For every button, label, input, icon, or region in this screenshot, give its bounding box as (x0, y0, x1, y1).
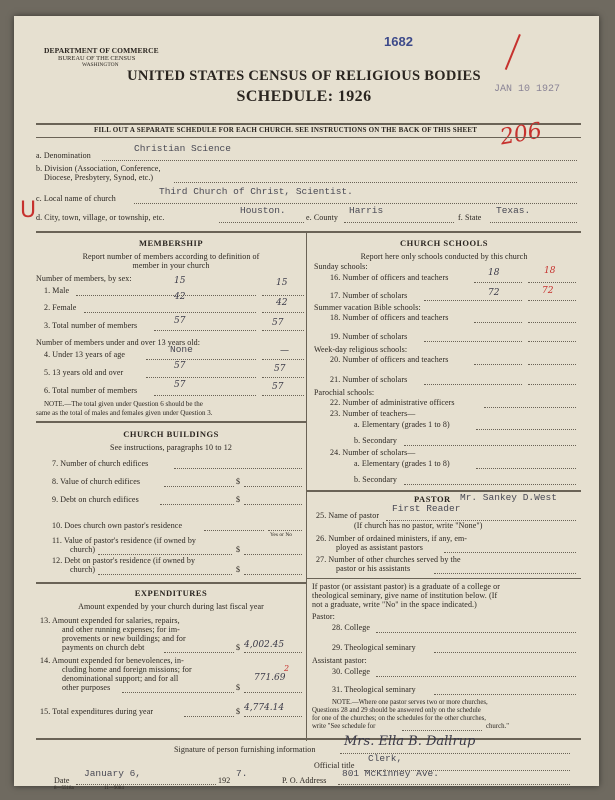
po-address-value: 801 McKinney Ave. (342, 768, 439, 779)
q18-label: 18. Number of officers and teachers (330, 313, 449, 322)
denomination-label: a. Denomination (36, 151, 91, 160)
q10-label: 10. Does church own pastor's residence (52, 521, 183, 530)
year-label: 192 (218, 776, 231, 785)
membership-note-2: same as the total of males and females given under Question 3. (36, 409, 213, 417)
q11-label-1: 11. Value of pastor's residence (if owned by (52, 536, 197, 545)
instruction-line: FILL OUT A SEPARATE SCHEDULE FOR EACH CHURCH. SEE INSTRUCTIONS ON THE BACK OF THIS SHEET (94, 126, 478, 134)
weekday-schools-label: Week-day religious schools: (314, 345, 408, 354)
q1-hand: 15 (276, 278, 288, 288)
q12-label-1: 12. Debt on pastor's residence (if owned by (52, 556, 196, 565)
q3-label: 3. Total number of members (44, 321, 138, 330)
q25-value: First Reader (392, 503, 461, 514)
summer-schools-label: Summer vacation Bible schools: (314, 303, 421, 312)
q26-label-1: 26. Number of ordained ministers, if any, em- (316, 534, 468, 543)
q16-hand: 18 (544, 266, 556, 276)
red-number: 206 (498, 118, 544, 151)
city-label: d. City, town, village, or township, etc. (36, 213, 165, 222)
q25-note: (If church has no pastor, write "None") (354, 521, 483, 530)
q23-label: 23. Number of teachers— (330, 409, 416, 418)
county-value: Harris (349, 205, 384, 216)
q13-value: 4,002.45 (244, 640, 285, 650)
form-title: UNITED STATES CENSUS OF RELIGIOUS BODIES (127, 68, 481, 84)
q24b-label: b. Secondary (354, 475, 397, 484)
header-rule-bottom (36, 137, 581, 138)
stamp-number: 1682 (384, 34, 413, 49)
pastor-title: PASTOR (414, 494, 451, 504)
washington-label: WASHINGTON (82, 62, 119, 68)
q30-label: 30. College (332, 667, 370, 676)
membership-title: MEMBERSHIP (138, 238, 204, 248)
state-value: Texas. (496, 205, 531, 216)
yes-no-hint: Yes or No (270, 532, 293, 538)
q16-label: 16. Number of officers and teachers (330, 273, 449, 282)
official-title-label: Official title (314, 761, 355, 770)
q31-label: 31. Theological seminary (332, 685, 416, 694)
q14-label-1: 14. Amount expended for benevolences, in- (40, 656, 184, 665)
pastor-sub-label: Pastor: (312, 612, 335, 621)
red-u-mark: U (20, 198, 37, 223)
q9-dollar: $ (236, 495, 241, 504)
members-by-sex-label: Number of members, by sex: (36, 274, 132, 283)
q14-label-3: denominational support; and for all (62, 674, 179, 683)
q13-dollar: $ (236, 643, 241, 652)
graduate-note-3: not a graduate, write "No" in the space indicated.) (312, 600, 477, 609)
q6-typed: 57 (174, 380, 186, 390)
q4-hand: — (280, 346, 289, 356)
q26-label-2: ployed as assistant pastors (336, 543, 423, 552)
q25-label: 25. Name of pastor (316, 511, 380, 520)
q11-label-2: church) (70, 545, 96, 554)
q24-label: 24. Number of scholars— (330, 448, 416, 457)
q2-hand: 42 (276, 298, 288, 308)
q15-label: 15. Total expenditures during year (40, 707, 154, 716)
signature-value: Mrs. Ella B. Dallrup (344, 734, 476, 749)
q3-typed: 57 (174, 316, 186, 326)
po-address-label: P. O. Address (282, 776, 327, 785)
schools-title: CHURCH SCHOOLS (400, 238, 488, 248)
graduate-note-2: theological seminary, give name of institution below. (If (312, 591, 498, 600)
form-subtitle: SCHEDULE: 1926 (236, 88, 372, 105)
pastor-note-3: for one of the churches; on the schedules for the other churches, (312, 715, 487, 722)
q1-typed: 15 (174, 276, 186, 286)
census-schedule-page (14, 16, 599, 791)
q13-label-3: provements or new buildings; and for (62, 634, 186, 643)
q23b-label: b. Secondary (354, 436, 397, 445)
q6-hand: 57 (272, 382, 284, 392)
q6-label: 6. Total number of members (44, 386, 138, 395)
division-label-2: Diocese, Presbytery, Synod, etc.) (44, 173, 154, 182)
q4-label: 4. Under 13 years of age (44, 350, 126, 359)
q15-dollar: $ (236, 707, 241, 716)
division-label-1: b. Division (Association, Conference, (36, 164, 161, 173)
form-code-1: 8—5518a (54, 786, 74, 791)
buildings-title: CHURCH BUILDINGS (123, 429, 219, 439)
department-label: DEPARTMENT OF COMMERCE (44, 46, 159, 55)
denomination-value: Christian Science (134, 143, 231, 154)
county-label: e. County (306, 213, 339, 222)
q14-label-2: cluding home and foreign missions; for (62, 665, 192, 674)
date-value: January 6, (84, 768, 142, 779)
q5-typed: 57 (174, 361, 186, 371)
expenditures-title: EXPENDITURES (134, 588, 208, 598)
church-name-value: Third Church of Christ, Scientist. (159, 186, 353, 197)
q2-label: 2. Female (44, 303, 77, 312)
members-by-age-label: Number of members under and over 13 years old: (36, 338, 201, 347)
top-section-rule (36, 231, 581, 233)
q8-dollar: $ (236, 477, 241, 486)
buildings-sub: See instructions, paragraphs 10 to 12 (110, 443, 232, 452)
expenditures-sub: Amount expended by your church during last fiscal year (78, 602, 264, 611)
q4-typed: None (170, 344, 193, 355)
column-divider (306, 231, 307, 741)
q29-label: 29. Theological seminary (332, 643, 416, 652)
q14-label-4: other purposes (62, 683, 111, 692)
graduate-note-1: If pastor (or assistant pastor) is a graduate of a college or (312, 582, 501, 591)
q9-label: 9. Debt on church edifices (52, 495, 139, 504)
state-label: f. State (458, 213, 482, 222)
q7-label: 7. Number of church edifices (52, 459, 149, 468)
sunday-schools-label: Sunday schools: (314, 262, 368, 271)
red-check-mark (505, 34, 521, 70)
q24a-label: a. Elementary (grades 1 to 8) (354, 459, 450, 468)
signature-label: Signature of person furnishing information (174, 745, 316, 754)
q27-label-1: 27. Number of other churches served by the (316, 555, 461, 564)
q14-value: 771.69 (254, 673, 286, 683)
membership-note-1: NOTE.—The total given under Question 6 should be the (44, 400, 203, 408)
q19-label: 19. Number of scholars (330, 332, 408, 341)
q20-label: 20. Number of officers and teachers (330, 355, 449, 364)
schools-sub: Report here only schools conducted by this church (360, 252, 528, 261)
q17-hand: 72 (542, 286, 554, 296)
q22-label: 22. Number of administrative officers (330, 398, 455, 407)
pastor-note-4: write "See schedule for (312, 723, 376, 730)
q3-hand: 57 (272, 318, 284, 328)
q17-typed: 72 (488, 288, 500, 298)
stamp-date: JAN 10 1927 (494, 84, 561, 95)
q17-label: 17. Number of scholars (330, 291, 408, 300)
q5-label: 5. 13 years old and over (44, 368, 124, 377)
church-name-label: c. Local name of church (36, 194, 116, 203)
membership-sub-2: member in your church (132, 261, 210, 270)
q21-label: 21. Number of scholars (330, 375, 408, 384)
q28-label: 28. College (332, 623, 370, 632)
q1-label: 1. Male (44, 286, 70, 295)
q13-label-2: and other running expenses; for im- (62, 625, 180, 634)
q14-dollar: $ (236, 683, 241, 692)
q15-value: 4,774.14 (244, 703, 285, 713)
year-value: 7. (236, 768, 248, 779)
pastor-note-5: church." (486, 723, 509, 730)
parochial-schools-label: Parochial schools: (314, 388, 375, 397)
city-value: Houston. (240, 205, 286, 216)
assistant-pastor-label: Assistant pastor: (312, 656, 367, 665)
pastor-note-2: Questions 28 and 29 should be answered only on the schedule (312, 707, 481, 714)
membership-sub-1: Report number of members according to definition of (82, 252, 260, 261)
q27-label-2: pastor or his assistants (336, 564, 411, 573)
form-code-2: 11—9084 (104, 786, 124, 791)
date-label: Date (54, 776, 70, 785)
q12-label-2: church) (70, 565, 96, 574)
q8-label: 8. Value of church edifices (52, 477, 141, 486)
q13-label-4: payments on church debt (62, 643, 145, 652)
q13-label-1: 13. Amount expended for salaries, repairs, (40, 616, 180, 625)
q11-dollar: $ (236, 545, 241, 554)
q14-hand: 2 (284, 664, 290, 673)
official-title-value: Clerk, (368, 753, 403, 764)
q23a-label: a. Elementary (grades 1 to 8) (354, 420, 450, 429)
q2-typed: 42 (174, 292, 186, 302)
pastor-note-1: NOTE.—Where one pastor serves two or more churches, (332, 699, 488, 706)
q5-hand: 57 (274, 364, 286, 374)
pastor-name-value: Mr. Sankey D.West (460, 492, 557, 503)
q12-dollar: $ (236, 565, 241, 574)
q16-typed: 18 (488, 268, 500, 278)
bureau-label: BUREAU OF THE CENSUS (58, 55, 136, 62)
